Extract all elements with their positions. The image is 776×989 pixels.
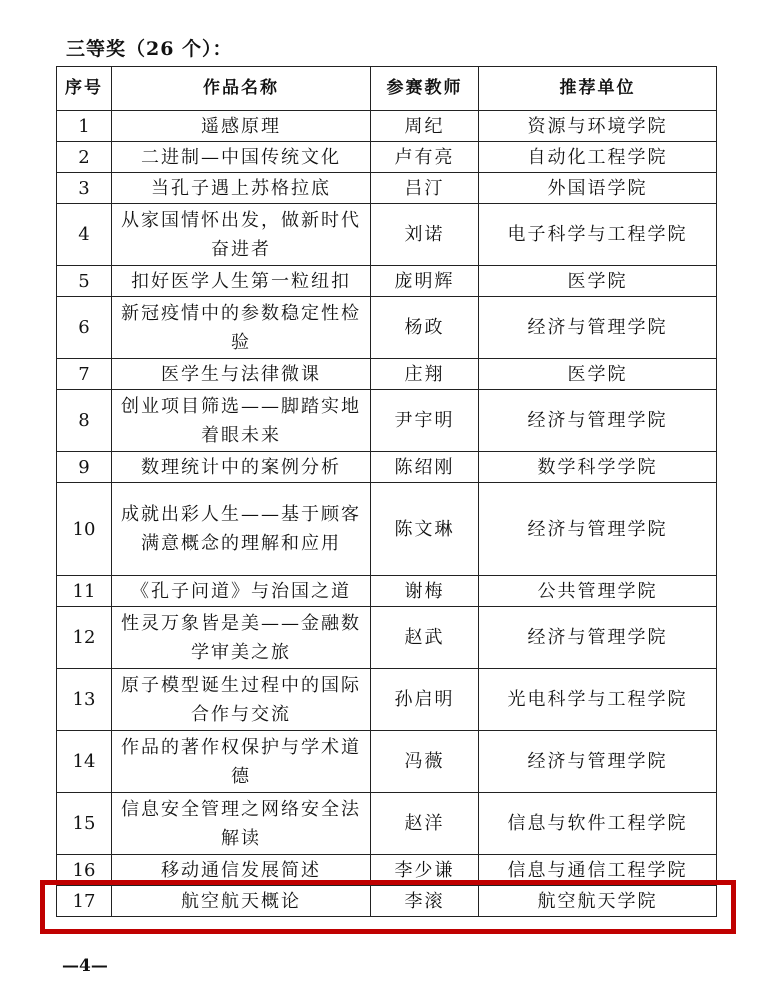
- cell-work-title: 性灵万象皆是美——金融数学审美之旅: [112, 607, 371, 669]
- cell-work-title: 数理统计中的案例分析: [112, 452, 371, 483]
- column-header-work: 作品名称: [112, 67, 371, 111]
- highlight-box: [40, 880, 736, 934]
- cell-unit: 经济与管理学院: [479, 297, 717, 359]
- cell-unit: 医学院: [479, 266, 717, 297]
- cell-unit: 资源与环境学院: [479, 111, 717, 142]
- cell-work-title: 成就出彩人生——基于顾客满意概念的理解和应用: [112, 483, 371, 576]
- cell-work-title: 作品的著作权保护与学术道德: [112, 731, 371, 793]
- table-row: [57, 204, 717, 266]
- cell-unit: 自动化工程学院: [479, 142, 717, 173]
- cell-index: 7: [57, 359, 112, 390]
- cell-index: 10: [57, 483, 112, 576]
- table-row: [57, 390, 717, 452]
- table-row: [57, 297, 717, 359]
- cell-teacher: 李少谦: [371, 855, 479, 886]
- cell-work-title: 新冠疫情中的参数稳定性检验: [112, 297, 371, 359]
- table-row: [57, 266, 717, 297]
- cell-work-title: 从家国情怀出发，做新时代奋进者: [112, 204, 371, 266]
- table-row: [57, 607, 717, 669]
- table-row: [57, 142, 717, 173]
- cell-work-title: 信息安全管理之网络安全法解读: [112, 793, 371, 855]
- column-header-unit: 推荐单位: [479, 67, 717, 111]
- cell-index: 11: [57, 576, 112, 607]
- cell-work-title: 原子模型诞生过程中的国际合作与交流: [112, 669, 371, 731]
- cell-teacher: 庞明辉: [371, 266, 479, 297]
- cell-work-title: 移动通信发展简述: [112, 855, 371, 886]
- table-row: [57, 669, 717, 731]
- cell-teacher: 庄翔: [371, 359, 479, 390]
- cell-index: 1: [57, 111, 112, 142]
- table-row: [57, 359, 717, 390]
- table-header-row: [57, 67, 717, 111]
- awards-table: [56, 66, 717, 917]
- cell-index: 15: [57, 793, 112, 855]
- cell-teacher: 赵洋: [371, 793, 479, 855]
- cell-unit: 公共管理学院: [479, 576, 717, 607]
- cell-index: 5: [57, 266, 112, 297]
- cell-unit: 信息与软件工程学院: [479, 793, 717, 855]
- cell-teacher: 赵武: [371, 607, 479, 669]
- cell-teacher: 杨政: [371, 297, 479, 359]
- cell-index: 12: [57, 607, 112, 669]
- table-row: [57, 576, 717, 607]
- cell-unit: 数学科学学院: [479, 452, 717, 483]
- cell-index: 9: [57, 452, 112, 483]
- cell-index: 2: [57, 142, 112, 173]
- cell-unit: 信息与通信工程学院: [479, 855, 717, 886]
- cell-work-title: 当孔子遇上苏格拉底: [112, 173, 371, 204]
- cell-index: 16: [57, 855, 112, 886]
- cell-teacher: 孙启明: [371, 669, 479, 731]
- section-heading: 三等奖（26 个）：: [66, 38, 233, 60]
- column-header-teacher: 参赛教师: [371, 67, 479, 111]
- table-row: [57, 793, 717, 855]
- cell-unit: 经济与管理学院: [479, 483, 717, 576]
- cell-unit: 外国语学院: [479, 173, 717, 204]
- cell-unit: 经济与管理学院: [479, 731, 717, 793]
- cell-work-title: 二进制—中国传统文化: [112, 142, 371, 173]
- cell-index: 4: [57, 204, 112, 266]
- cell-index: 6: [57, 297, 112, 359]
- table-row: [57, 173, 717, 204]
- cell-unit: 光电科学与工程学院: [479, 669, 717, 731]
- cell-unit: 医学院: [479, 359, 717, 390]
- cell-teacher: 冯薇: [371, 731, 479, 793]
- cell-work-title: 航空航天概论: [112, 886, 371, 917]
- cell-work-title: 《孔子问道》与治国之道: [112, 576, 371, 607]
- cell-work-title: 创业项目筛选——脚踏实地着眼未来: [112, 390, 371, 452]
- cell-teacher: 刘诺: [371, 204, 479, 266]
- table-row: [57, 731, 717, 793]
- table-row: [57, 483, 717, 576]
- cell-unit: 经济与管理学院: [479, 607, 717, 669]
- cell-teacher: 卢有亮: [371, 142, 479, 173]
- page-number: —4—: [62, 956, 108, 976]
- cell-work-title: 医学生与法律微课: [112, 359, 371, 390]
- cell-work-title: 扣好医学人生第一粒纽扣: [112, 266, 371, 297]
- column-header-index: 序号: [57, 67, 112, 111]
- cell-index: 13: [57, 669, 112, 731]
- cell-teacher: 陈文琳: [371, 483, 479, 576]
- table-row: [57, 111, 717, 142]
- cell-teacher: 尹宇明: [371, 390, 479, 452]
- cell-index: 17: [57, 886, 112, 917]
- cell-index: 14: [57, 731, 112, 793]
- cell-teacher: 谢梅: [371, 576, 479, 607]
- cell-teacher: 李滚: [371, 886, 479, 917]
- cell-unit: 电子科学与工程学院: [479, 204, 717, 266]
- cell-unit: 经济与管理学院: [479, 390, 717, 452]
- table-row: [57, 452, 717, 483]
- cell-work-title: 遥感原理: [112, 111, 371, 142]
- cell-unit: 航空航天学院: [479, 886, 717, 917]
- cell-teacher: 周纪: [371, 111, 479, 142]
- cell-teacher: 吕汀: [371, 173, 479, 204]
- cell-teacher: 陈绍刚: [371, 452, 479, 483]
- cell-index: 8: [57, 390, 112, 452]
- cell-index: 3: [57, 173, 112, 204]
